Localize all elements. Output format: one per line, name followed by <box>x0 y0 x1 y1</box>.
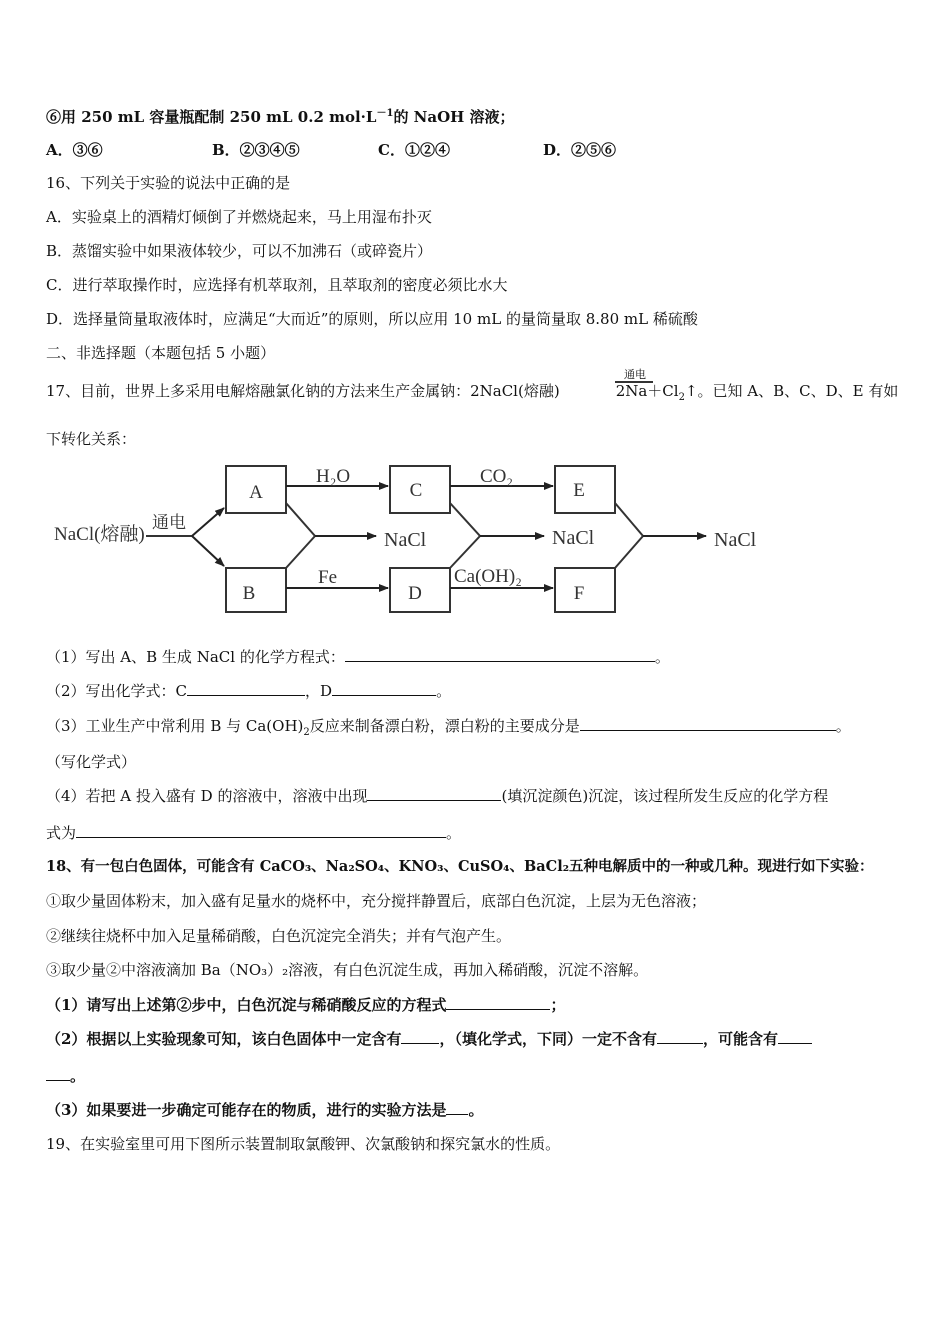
merge-ef <box>615 503 643 568</box>
q17-part-3-note: （写化学式） <box>46 753 137 771</box>
electrolysis-label: 通电 <box>152 513 186 532</box>
q15-choice-d: D．②⑤⑥ <box>543 141 617 159</box>
q16-option-a: A．实验桌上的酒精灯倾倒了并燃烧起来，马上用湿布扑灭 <box>46 208 432 226</box>
q16-option-d: D．选择量筒量取液体时，应满足“大而近”的原则，所以应用 10 mL 的量筒量取 8.80 mL 稀硫酸 <box>46 310 698 328</box>
answer-blank-not[interactable] <box>657 1029 703 1044</box>
answer-blank-d[interactable] <box>332 681 436 696</box>
label-h2o: H₂O <box>316 466 351 487</box>
box-b-label: B <box>242 583 256 604</box>
answer-blank[interactable] <box>76 823 446 838</box>
box-c-label: C <box>409 480 423 501</box>
q16-option-b: B．蒸馏实验中如果液体较少，可以不加沸石（或碎瓷片） <box>46 242 433 260</box>
merge-cd <box>450 503 480 568</box>
arrow-to-a <box>192 508 224 536</box>
section-title: 二、非选择题（本题包括 5 小题） <box>46 344 276 362</box>
product-nacl-3: NaCl <box>714 529 757 551</box>
q15-choice-a: A．③⑥ <box>46 141 103 159</box>
answer-blank-maybe-cont[interactable] <box>46 1066 70 1081</box>
q18-part-1: （1）请写出上述第②步中，白色沉淀与稀硝酸反应的方程式 ； <box>46 996 566 1014</box>
q18-part-2-line2: 。 <box>46 1066 85 1086</box>
q17-part-3: （3）工业生产中常利用 B 与 $Ca(OH)_2$反应来制备漂白粉，漂白粉的主要成分是 。 <box>46 717 851 738</box>
q15-choice-b: B．②③④⑤ <box>212 141 300 159</box>
answer-blank-maybe[interactable] <box>778 1029 812 1044</box>
q16-option-c: C．进行萃取操作时，应选择有机萃取剂，且萃取剂的密度必须比水大 <box>46 276 508 294</box>
label-fe: Fe <box>318 567 337 588</box>
q18-step-2: ②继续往烧杯中加入足量稀硝酸，白色沉淀完全消失；并有气泡产生。 <box>46 927 512 945</box>
box-a-label: A <box>249 482 263 503</box>
box-f <box>555 568 615 612</box>
q17-part-4-line2: 式为 。 <box>46 824 462 842</box>
electrolysis-condition: 通电 <box>624 368 646 381</box>
box-d-label: D <box>408 583 422 604</box>
q18-step-3: ③取少量②中溶液滴加 Ba（NO₃）₂溶液，有白色沉淀生成，再加入稀硝酸，沉淀不溶解。 <box>46 961 649 979</box>
q18-stem: 18、有一包白色固体，可能含有 CaCO₃、Na₂SO₄、KNO₃、CuSO₄、BaCl₂五种电解质中的一种或几种。现进行如下实验： <box>46 858 874 875</box>
q17-part-4: （4）若把 A 投入盛有 D 的溶液中，溶液中出现 (填沉淀颜色)沉淀，该过程所发生反应的化学方程 <box>46 787 829 805</box>
q18-part-3: （3）如果要进一步确定可能存在的物质，进行的实验方法是 。 <box>46 1101 484 1119</box>
q17-stem-line1: 17、目前，世界上多采用电解熔融氯化钠的方法来生产金属钠：2NaCl(熔融) $2Na+Cl_2↑$。已知 A、B、C、D、E 有如 <box>46 382 899 403</box>
answer-blank-color[interactable] <box>367 786 501 801</box>
box-f-label: F <box>573 583 585 604</box>
conversion-diagram <box>46 458 776 618</box>
product-nacl-2: NaCl <box>552 527 595 549</box>
q18-step-1: ①取少量固体粉末，加入盛有足量水的烧杯中，充分搅拌静置后，底部白色沉淀，上层为无色溶液； <box>46 892 707 910</box>
answer-blank-must[interactable] <box>401 1029 439 1044</box>
product-nacl-1: NaCl <box>384 529 427 551</box>
start-nacl-molten: NaCl(熔融) <box>54 524 145 545</box>
box-b <box>226 568 286 612</box>
answer-blank[interactable] <box>580 716 836 731</box>
box-e-label: E <box>573 480 585 501</box>
q15-item-6: ⑥用 250 mL 容量瓶配制 250 mL 0.2 $mol\cdot L^{-1}$的 NaOH 溶液； <box>46 108 515 126</box>
answer-blank[interactable] <box>345 647 655 662</box>
q17-stem-line2: 下转化关系： <box>46 430 137 448</box>
arrow-to-b <box>192 536 224 566</box>
q17-part-1: （1）写出 A、B 生成 NaCl 的化学方程式： 。 <box>46 648 670 666</box>
answer-blank-c[interactable] <box>187 681 305 696</box>
answer-blank[interactable] <box>446 1100 468 1115</box>
merge-ab <box>286 503 315 568</box>
q19-stem: 19、在实验室里可用下图所示装置制取氯酸钾、次氯酸钠和探究氯水的性质。 <box>46 1135 561 1153</box>
q16-stem: 16、下列关于实验的说法中正确的是 <box>46 174 291 192</box>
box-e <box>555 466 615 513</box>
q17-part-2: （2）写出化学式：C ，D 。 <box>46 682 452 700</box>
q15-choice-c: C．①②④ <box>378 141 450 159</box>
label-co2: CO₂ <box>480 466 514 487</box>
answer-blank[interactable] <box>446 995 550 1010</box>
label-caoh2: Ca(OH)₂ <box>454 566 522 587</box>
reaction-arrow-line <box>615 381 653 383</box>
q18-part-2: （2）根据以上实验现象可知，该白色固体中一定含有 ，（填化学式，下同）一定不含有 ，可能含有 <box>46 1029 812 1049</box>
